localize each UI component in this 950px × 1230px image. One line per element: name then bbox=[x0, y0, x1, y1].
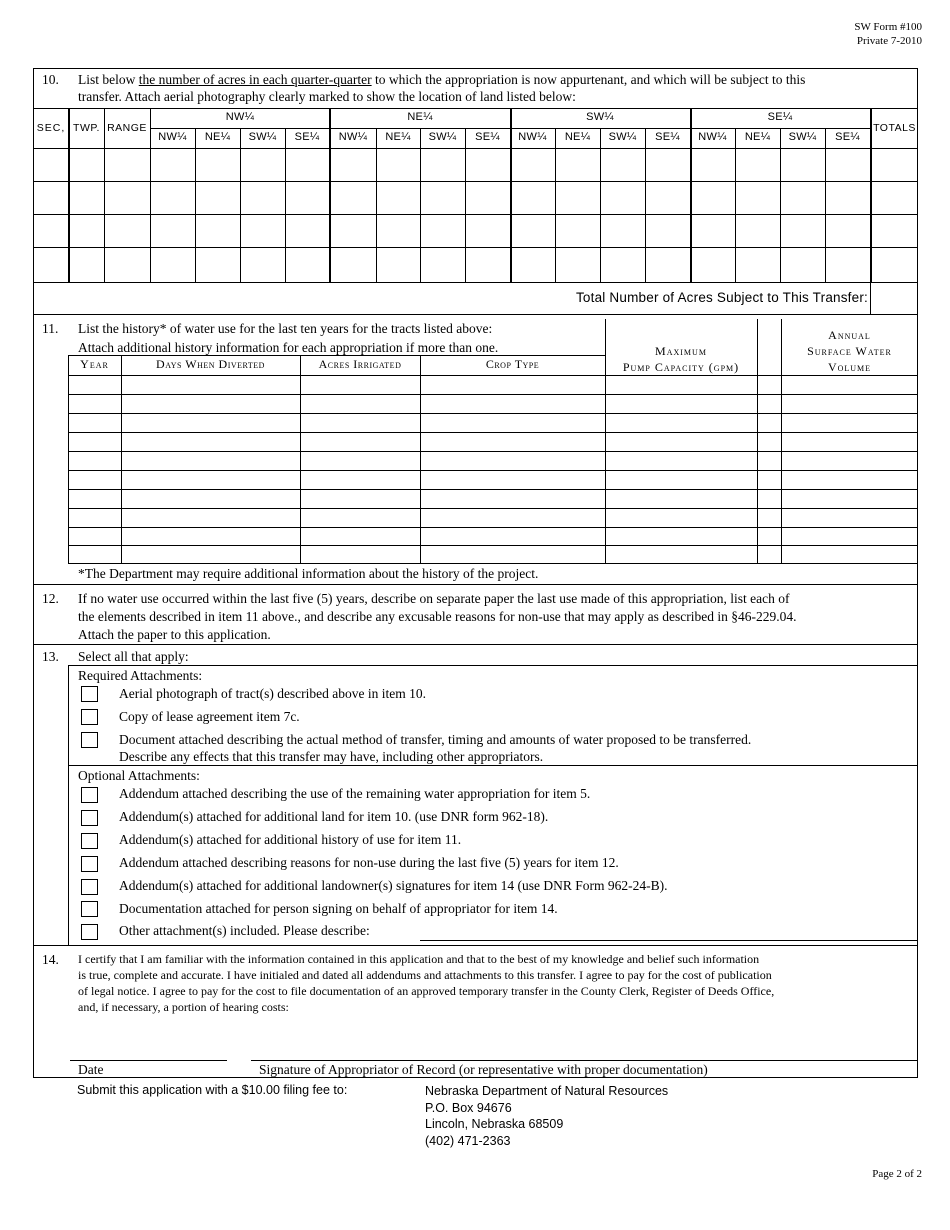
checkbox-signing-documentation[interactable] bbox=[81, 901, 98, 917]
item11-line2: Attach additional history information for each appropriation if more than one. bbox=[78, 340, 499, 355]
total-acres-field[interactable] bbox=[871, 283, 917, 314]
submit-instructions: Submit this application with a $10.00 filing fee to: bbox=[77, 1083, 348, 1097]
sub-sw-nw: NW¼ bbox=[518, 131, 547, 143]
item12-line3: Attach the paper to this application. bbox=[78, 627, 271, 642]
other-attachments-field[interactable] bbox=[420, 926, 918, 941]
item10-text-line2: transfer. Attach aerial photography clearly marked to show the location of land listed below: bbox=[78, 89, 576, 104]
date-label: Date bbox=[78, 1062, 104, 1077]
col-twp: TWP. bbox=[73, 122, 100, 134]
quarter-se: SE¼ bbox=[767, 111, 793, 123]
required-attachments-label: Required Attachments: bbox=[78, 668, 203, 683]
item12-number: 12. bbox=[42, 591, 59, 606]
col-year: Year bbox=[80, 357, 109, 371]
sub-ne-ne: NE¼ bbox=[385, 131, 411, 143]
sub-ne-sw: SW¼ bbox=[428, 131, 457, 143]
sub-nw-se: SE¼ bbox=[294, 131, 320, 143]
checkbox-other-attachments[interactable] bbox=[81, 924, 98, 940]
sub-sw-ne: NE¼ bbox=[564, 131, 591, 143]
item11-footnote: *The Department may require additional information about the history of the project. bbox=[78, 566, 539, 581]
optional-item-7: Other attachment(s) included. Please describe: bbox=[119, 923, 370, 938]
checkbox-non-use-reasons[interactable] bbox=[81, 856, 98, 872]
checkbox-additional-history[interactable] bbox=[81, 833, 98, 849]
optional-item-3: Addendum(s) attached for additional history of use for item 11. bbox=[119, 832, 462, 847]
required-item-2: Copy of lease agreement item 7c. bbox=[119, 709, 300, 724]
col-max-pump: Maximum Pump Capacity (gpm) bbox=[622, 344, 740, 374]
sub-sw-sw: SW¼ bbox=[608, 131, 637, 143]
col-crop-type: Crop Type bbox=[485, 357, 540, 371]
item14-number: 14. bbox=[42, 952, 59, 967]
item10-text: List below the number of acres in each quarter-quarter to which the appropriation is now appurtenant, and which will be subject to this bbox=[78, 72, 806, 87]
item10-number: 10. bbox=[42, 72, 59, 87]
sub-nw-nw: NW¼ bbox=[158, 131, 187, 143]
col-sec: SEC, bbox=[36, 122, 66, 134]
sub-nw-sw: SW¼ bbox=[248, 131, 277, 143]
sub-se-nw: NW¼ bbox=[698, 131, 727, 143]
item12-line1: If no water use occurred within the last five (5) years, describe on separate paper the last use made of this appropriation, list each of bbox=[78, 591, 790, 606]
item11-line1: List the history* of water use for the last ten years for the tracts listed above: bbox=[78, 321, 493, 336]
sub-ne-se: SE¼ bbox=[475, 131, 500, 143]
signature-label: Signature of Appropriator of Record (or representative with proper documentation) bbox=[259, 1062, 708, 1077]
address-line-3: Lincoln, Nebraska 68509 bbox=[425, 1117, 564, 1131]
checkbox-aerial-photo[interactable] bbox=[81, 686, 98, 702]
col-days-diverted: Days When Diverted bbox=[156, 357, 265, 371]
optional-item-6: Documentation attached for person signing on behalf of appropriator for item 14. bbox=[119, 901, 558, 916]
signature-field[interactable] bbox=[251, 1040, 918, 1060]
col-annual-volume: Annual Surface Water Volume bbox=[807, 328, 892, 374]
form-header bbox=[854, 20, 922, 48]
quarter-nw: NW¼ bbox=[225, 111, 255, 123]
sub-nw-ne: NE¼ bbox=[204, 131, 231, 143]
item11-number: 11. bbox=[42, 321, 59, 336]
checkbox-remaining-appropriation[interactable] bbox=[81, 787, 98, 803]
item14-certification: I certify that I am familiar with the information contained in this application and that to the best of my knowledge and belief such information is true, complete and accurate. I have initialed and dated all addendums and attachments to this transfer. I agree to pay for the cost of publication of legal notice. I agree to pay for the cost to file documentation of an approved temporary transfer in the County Clerk, Register of Deeds Office, and, if necessary, a portion of hearing costs: bbox=[78, 952, 775, 1014]
address-line-2: P.O. Box 94676 bbox=[425, 1100, 512, 1115]
item12-line2: the elements described in item 11 above., and describe any excusable reasons for non-use that may apply as described in §46-229.04. bbox=[78, 609, 797, 624]
col-range: RANGE bbox=[107, 122, 147, 134]
sub-se-sw: SW¼ bbox=[788, 131, 817, 143]
sub-sw-se: SE¼ bbox=[655, 131, 680, 143]
page-number: Page 2 of 2 bbox=[872, 1168, 922, 1180]
required-item-3-line2: Describe any effects that this transfer may have, including other appropriators. bbox=[119, 749, 544, 764]
optional-item-5: Addendum(s) attached for additional landowner(s) signatures for item 14 (use DNR Form 962-24-B). bbox=[119, 878, 668, 893]
sub-se-se: SE¼ bbox=[835, 131, 860, 143]
optional-item-4: Addendum attached describing reasons for non-use during the last five (5) years for item 12. bbox=[119, 855, 619, 870]
checkbox-lease-copy[interactable] bbox=[81, 709, 98, 725]
optional-item-1: Addendum attached describing the use of the remaining water appropriation for item 5. bbox=[119, 786, 591, 801]
required-item-3: Document attached describing the actual method of transfer, timing and amounts of water proposed to be transferred. bbox=[119, 732, 752, 747]
checkbox-transfer-method[interactable] bbox=[81, 732, 98, 748]
col-totals: TOTALS bbox=[873, 122, 916, 134]
checkbox-landowner-signatures[interactable] bbox=[81, 879, 98, 895]
checkbox-additional-land[interactable] bbox=[81, 810, 98, 826]
sub-ne-nw: NW¼ bbox=[338, 131, 368, 143]
form-id: SW Form #100 bbox=[854, 21, 922, 33]
total-acres-label: Total Number of Acres Subject to This Transfer: bbox=[575, 290, 868, 305]
sub-se-ne: NE¼ bbox=[744, 131, 771, 143]
form-revision: Private 7-2010 bbox=[856, 35, 922, 47]
quarter-sw: SW¼ bbox=[586, 111, 614, 123]
date-field[interactable] bbox=[70, 1040, 227, 1060]
required-item-1: Aerial photograph of tract(s) described above in item 10. bbox=[119, 686, 427, 701]
item13-number: 13. bbox=[42, 649, 59, 664]
col-acres-irrigated: Acres Irrigated bbox=[318, 357, 402, 371]
item13-title: Select all that apply: bbox=[78, 649, 189, 664]
quarter-ne: NE¼ bbox=[407, 111, 433, 123]
optional-attachments-label: Optional Attachments: bbox=[78, 768, 200, 783]
address-phone: (402) 471-2363 bbox=[425, 1133, 511, 1148]
address-line-1: Nebraska Department of Natural Resources bbox=[425, 1084, 669, 1098]
mailing-address bbox=[425, 1083, 668, 1149]
optional-item-2: Addendum(s) attached for additional land for item 10. (use DNR form 962-18). bbox=[119, 809, 549, 824]
